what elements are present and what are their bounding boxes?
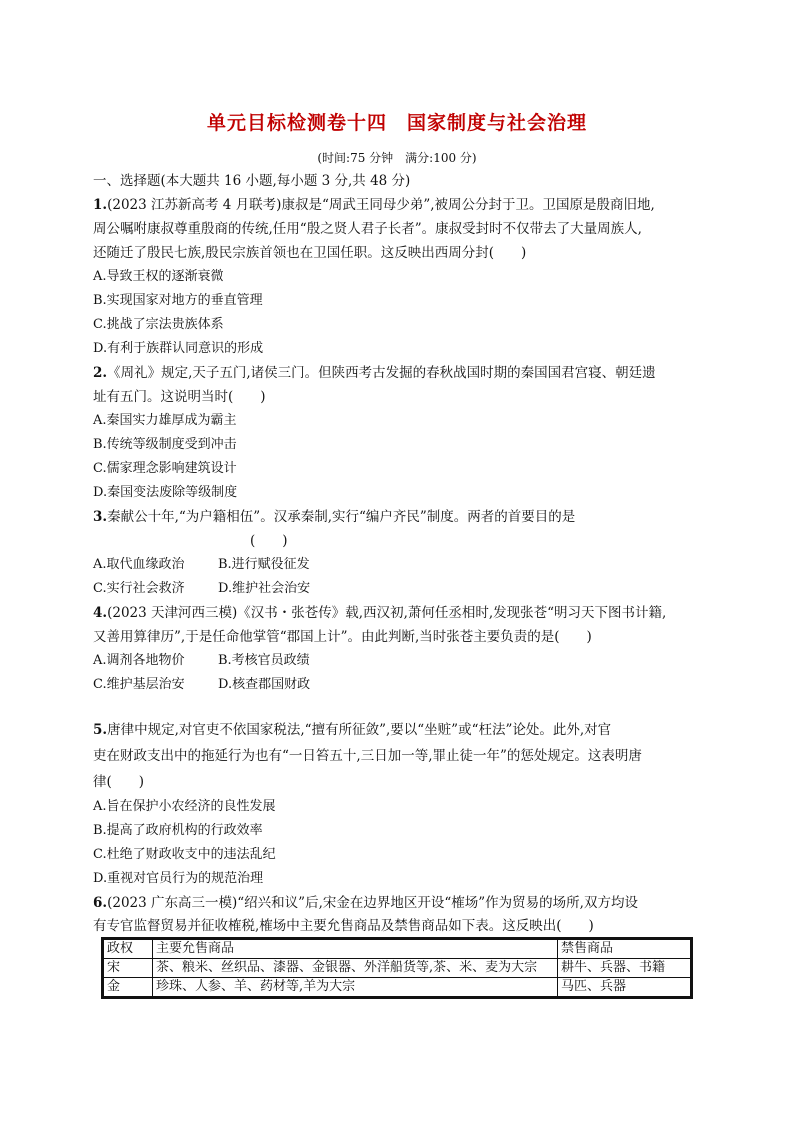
question-1-line-3: 还随迁了殷民七族,殷民宗族首领也在卫国任职。这反映出西周分封( ) (93, 245, 527, 261)
trade-goods-table (101, 937, 693, 999)
question-4-options-row-2 (93, 675, 310, 695)
question-5-line-3: 律( ) (93, 774, 145, 790)
question-3-line-2: ( ) (250, 533, 288, 549)
question-number: 3. (93, 509, 108, 525)
exam-meta: (时间:75 分钟 满分:100 分) (317, 151, 477, 165)
question-2-option-d: D.秦国变法废除等级制度 (93, 485, 238, 500)
question-4-option-a: A.调剂各地物价 (93, 653, 185, 668)
question-5-option-c: C.杜绝了财政收支中的违法乱纪 (93, 847, 276, 862)
question-4-option-c: C.维护基层治安 (93, 677, 185, 692)
table-header-cell: 政权 (103, 939, 153, 959)
question-5-line-1: 5.唐律中规定,对官吏不依国家税法,“擅有所征敛”,要以“坐赃”或“枉法”论处。此外,对官 (93, 722, 612, 738)
question-1-line-1: 1.(2023 江苏新高考 4 月联考)康叔是“周武王同母少弟”,被周公分封于卫。卫国原是殷商旧地, (93, 197, 655, 213)
question-3-option-c: C.实行社会救济 (93, 581, 185, 596)
table-row (103, 959, 692, 978)
page-title: 单元目标检测卷十四 国家制度与社会治理 (206, 112, 587, 134)
question-3-option-a: A.取代血缘政治 (93, 557, 185, 572)
section-heading: 一、选择题(本大题共 16 小题,每小题 3 分,共 48 分) (93, 173, 411, 189)
question-number: 5. (93, 722, 108, 738)
question-2-option-b: B.传统等级制度受到冲击 (93, 437, 237, 452)
table-row (103, 978, 692, 998)
question-6-line-2: 有专官监督贸易并征收榷税,榷场中主要允售商品及禁售商品如下表。这反映出( ) (93, 918, 594, 934)
question-3-line-1: 3.秦献公十年,“为户籍相伍”。汉承秦制,实行“编户齐民”制度。两者的首要目的是 (93, 509, 576, 525)
question-4-line-2: 又善用算律历”,于是任命他掌管“郡国上计”。由此判断,当时张苍主要负责的是( ) (93, 629, 592, 645)
question-2-option-a: A.秦国实力雄厚成为霸主 (93, 413, 237, 428)
question-2-line-1: 2.《周礼》规定,天子五门,诸侯三门。但陕西考古发掘的春秋战国时期的秦国国君宫寝、朝廷遗 (93, 365, 656, 381)
question-4-option-d: D.核查郡国财政 (218, 677, 311, 692)
question-1-option-d: D.有利于族群认同意识的形成 (93, 341, 264, 356)
table-cell: 金 (103, 978, 153, 998)
question-3-options-row-2 (93, 579, 310, 599)
table-header-cell: 禁售商品 (558, 939, 692, 959)
question-6-line-1: 6.(2023 广东高三一模)“绍兴和议”后,宋金在边界地区开设“榷场”作为贸易的场所,双方均设 (93, 895, 638, 911)
question-3-option-d: D.维护社会治安 (218, 581, 311, 596)
question-5-option-b: B.提高了政府机构的行政效率 (93, 823, 263, 838)
question-4-option-b: B.考核官员政绩 (218, 653, 310, 668)
question-3-option-b: B.进行赋役征发 (218, 557, 310, 572)
table-cell: 宋 (103, 959, 153, 978)
table-cell: 耕牛、兵器、书籍 (558, 959, 692, 978)
question-2-option-c: C.儒家理念影响建筑设计 (93, 461, 237, 476)
question-4-options-row-1 (93, 651, 310, 671)
question-1-line-2: 周公嘱咐康叔尊重殷商的传统,任用“殷之贤人君子长者”。康叔受封时不仅带去了大量周族人, (93, 221, 642, 237)
question-5-line-2: 吏在财政支出中的拖延行为也有“一日笞五十,三日加一等,罪止徒一年”的惩处规定。这表明唐 (93, 748, 642, 764)
question-1-option-a: A.导致王权的逐渐衰微 (93, 269, 224, 284)
question-1-option-c: C.挑战了宗法贵族体系 (93, 317, 224, 332)
table-cell: 珍珠、人参、羊、药材等,羊为大宗 (153, 978, 558, 998)
question-5-option-d: D.重视对官员行为的规范治理 (93, 871, 264, 886)
question-1-option-b: B.实现国家对地方的垂直管理 (93, 293, 263, 308)
table-cell: 茶、粮米、丝织品、漆器、金银器、外洋船货等,茶、米、麦为大宗 (153, 959, 558, 978)
question-5-option-a: A.旨在保护小农经济的良性发展 (93, 799, 276, 814)
question-4-line-1: 4.(2023 天津河西三模)《汉书・张苍传》载,西汉初,萧何任丞相时,发现张苍“明习天下图书计籍, (93, 605, 667, 621)
table-cell: 马匹、兵器 (558, 978, 692, 998)
question-number: 4. (93, 605, 108, 621)
table-header-cell: 主要允售商品 (153, 939, 558, 959)
question-number: 1. (93, 197, 108, 213)
question-3-options-row-1 (93, 555, 310, 575)
question-2-line-2: 址有五门。这说明当时( ) (93, 389, 266, 405)
question-number: 2. (93, 365, 108, 381)
question-number: 6. (93, 895, 108, 911)
table-header-row (103, 939, 692, 959)
